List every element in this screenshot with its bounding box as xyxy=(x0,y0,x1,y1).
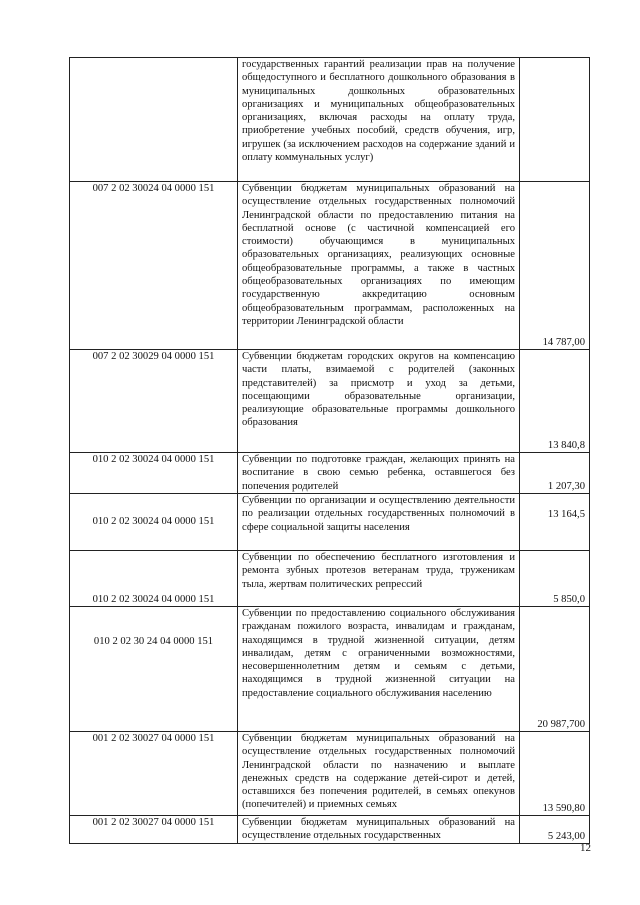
amount-cell: 13 590,80 xyxy=(520,732,590,816)
budget-code-cell: 001 2 02 30027 04 0000 151 xyxy=(70,816,238,844)
amount-cell: 5 243,00 xyxy=(520,816,590,844)
amount-cell: 20 987,700 xyxy=(520,607,590,732)
table-row xyxy=(70,453,590,494)
description-cell: Субвенции бюджетам муниципальных образований на осуществление отдельных государственных полномочий Ленинградской области по назначению и выплате денежных средств на содержание детей-сирот и детей, оставшихся без попечения родителей, в семьях опекунов (попечителей) и приемных семьях xyxy=(238,732,520,816)
amount-cell: 1 207,30 xyxy=(520,453,590,494)
budget-code-cell: 007 2 02 30024 04 0000 151 xyxy=(70,182,238,350)
budget-code-cell: 010 2 02 30024 04 0000 151 xyxy=(70,494,238,551)
table-row xyxy=(70,58,590,182)
budget-code-cell: 007 2 02 30029 04 0000 151 xyxy=(70,350,238,453)
table-row xyxy=(70,494,590,551)
table-row xyxy=(70,816,590,844)
description-cell: Субвенции по организации и осуществлению деятельности по реализации отдельных государственных полномочий в сфере социальной защиты населения xyxy=(238,494,520,551)
amount-cell xyxy=(520,58,590,182)
amount-cell: 14 787,00 xyxy=(520,182,590,350)
description-cell: Субвенции по предоставлению социального обслуживания гражданам пожилого возраста, инвалидам и гражданам, находящимся в трудной жизненной ситуации, детям инвалидам, детям с ограниченными возможностями, несовершеннолетним детям и семьям с детьми, находящимся в трудной жизненной ситуации на предоставление социального обслуживания населению xyxy=(238,607,520,732)
budget-code-cell: 010 2 02 30024 04 0000 151 xyxy=(70,453,238,494)
budget-revenue-table xyxy=(69,57,590,844)
budget-code-cell: 010 2 02 30 24 04 0000 151 xyxy=(70,607,238,732)
description-cell: Субвенции бюджетам городских округов на компенсацию части платы, взимаемой с родителей (законных представителей) за присмотр и уход за детьми, посещающими образовательные организации, реализующие образовательные программы дошкольного образования xyxy=(238,350,520,453)
table-row xyxy=(70,551,590,607)
amount-cell: 13 840,8 xyxy=(520,350,590,453)
budget-code-cell: 001 2 02 30027 04 0000 151 xyxy=(70,732,238,816)
description-cell: Субвенции по обеспечению бесплатного изготовления и ремонта зубных протезов ветеранам труда, труженикам тыла, жертвам политических репрессий xyxy=(238,551,520,607)
table-row xyxy=(70,182,590,350)
description-cell: Субвенции по подготовке граждан, желающих принять на воспитание в свою семью ребенка, оставшегося без попечения родителей xyxy=(238,453,520,494)
page-number: 12 xyxy=(580,842,591,854)
budget-code-cell: 010 2 02 30024 04 0000 151 xyxy=(70,551,238,607)
description-cell: Субвенции бюджетам муниципальных образований на осуществление отдельных государственных xyxy=(238,816,520,844)
table-row xyxy=(70,350,590,453)
amount-cell: 13 164,5 xyxy=(520,494,590,551)
table-row xyxy=(70,732,590,816)
description-cell: Субвенции бюджетам муниципальных образований на осуществление отдельных государственных полномочий Ленинградской области по предоставлению питания на бесплатной основе (с частичной компенсацией его стоимости) обучающимся в муниципальных образовательных организациях, реализующих основные общеобразовательные программы, а также в частных общеобразовательных организациях по имеющим государственную аккредитацию основным общеобразовательным программам, расположенных на территории Ленинградской области xyxy=(238,182,520,350)
budget-code-cell xyxy=(70,58,238,182)
amount-cell: 5 850,0 xyxy=(520,551,590,607)
table-row xyxy=(70,607,590,732)
description-cell: государственных гарантий реализации прав на получение общедоступного и бесплатного дошкольного образования в муниципальных дошкольных образовательных организациях и муниципальных общеобразовательных организациях, включая расходы на оплату труда, приобретение учебных пособий, средств обучения, игр, игрушек (за исключением расходов на содержание зданий и оплату коммунальных услуг) xyxy=(238,58,520,182)
